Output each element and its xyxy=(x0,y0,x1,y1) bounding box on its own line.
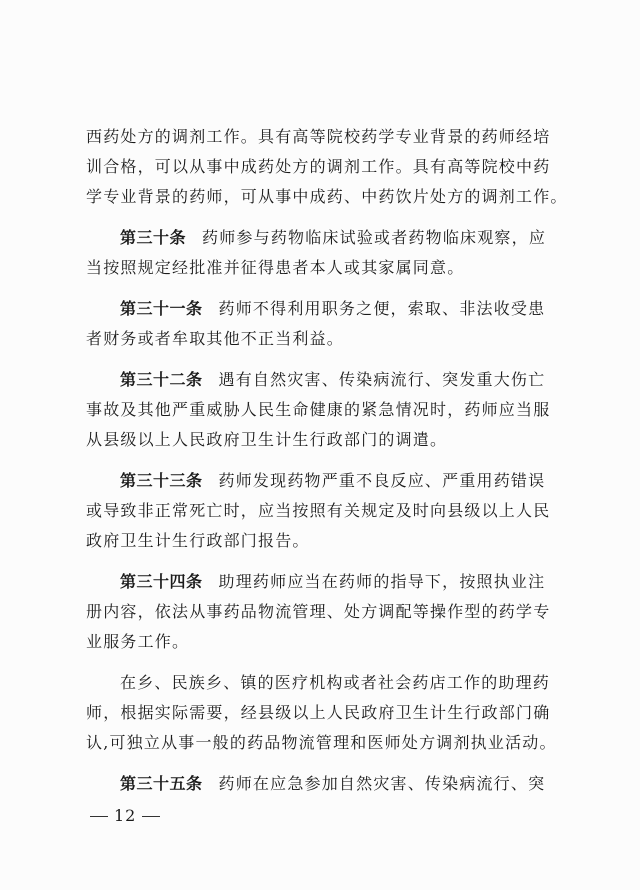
text-line: 师，根据实际需要，经县级以上人民政府卫生计生行政部门确 xyxy=(86,703,551,722)
text-line: 当按照规定经批准并征得患者本人或其家属同意。 xyxy=(86,258,465,277)
paragraph-first-line: 在乡、民族乡、镇的医疗机构或者社会药店工作的助理药 xyxy=(120,673,551,692)
text-line: 西药处方的调剂工作。具有高等院校药学专业背景的药师经培 xyxy=(86,127,551,146)
text-line: 或导致非正常死亡时，应当按照有关规定及时向县级以上人民 xyxy=(86,501,551,520)
article-text: 药师不得利用职务之便，索取、非法收受患 xyxy=(218,299,546,318)
footer-dash-right xyxy=(142,816,160,817)
article-title: 第三十五条 xyxy=(120,774,203,793)
article-title: 第三十一条 xyxy=(120,299,203,318)
text-line: 学专业背景的药师，可从事中成药、中药饮片处方的调剂工作。 xyxy=(86,187,568,206)
document-body xyxy=(86,122,568,799)
article-title: 第三十三条 xyxy=(120,471,203,490)
page-footer xyxy=(84,806,166,825)
article-first-line xyxy=(86,365,556,395)
article-first-line xyxy=(86,769,556,799)
article-first-line xyxy=(86,223,556,253)
page-number: 12 xyxy=(114,806,137,825)
article-text: 助理药师应当在药师的指导下，按照执业注 xyxy=(218,572,546,591)
text-line: 事故及其他严重威胁人民生命健康的紧急情况时，药师应当服 xyxy=(86,400,551,419)
article-title: 第三十条 xyxy=(120,228,187,247)
article-first-line xyxy=(86,567,556,597)
article-text: 药师发现药物严重不良反应、严重用药错误 xyxy=(218,471,546,490)
text-line: 认,可独立从事一般的药品物流管理和医师处方调剂执业活动。 xyxy=(86,733,557,752)
footer-dash-left xyxy=(90,816,108,817)
article-text: 遇有自然灾害、传染病流行、突发重大伤亡 xyxy=(218,370,546,389)
article-first-line xyxy=(86,466,556,496)
text-line: 业服务工作。 xyxy=(86,632,190,651)
text-line: 政府卫生计生行政部门报告。 xyxy=(86,531,310,550)
article-title: 第三十二条 xyxy=(120,370,203,389)
article-text: 药师在应急参加自然灾害、传染病流行、突 xyxy=(218,774,546,793)
text-line: 者财务或者牟取其他不正当利益。 xyxy=(86,329,345,348)
article-title: 第三十四条 xyxy=(120,572,203,591)
text-line: 训合格，可以从事中成药处方的调剂工作。具有高等院校中药 xyxy=(86,157,551,176)
text-line: 从县级以上人民政府卫生计生行政部门的调遣。 xyxy=(86,430,448,449)
text-line: 册内容，依法从事药品物流管理、处方调配等操作型的药学专 xyxy=(86,602,551,621)
article-text: 药师参与药物临床试验或者药物临床观察，应 xyxy=(202,228,547,247)
article-first-line xyxy=(86,294,556,324)
